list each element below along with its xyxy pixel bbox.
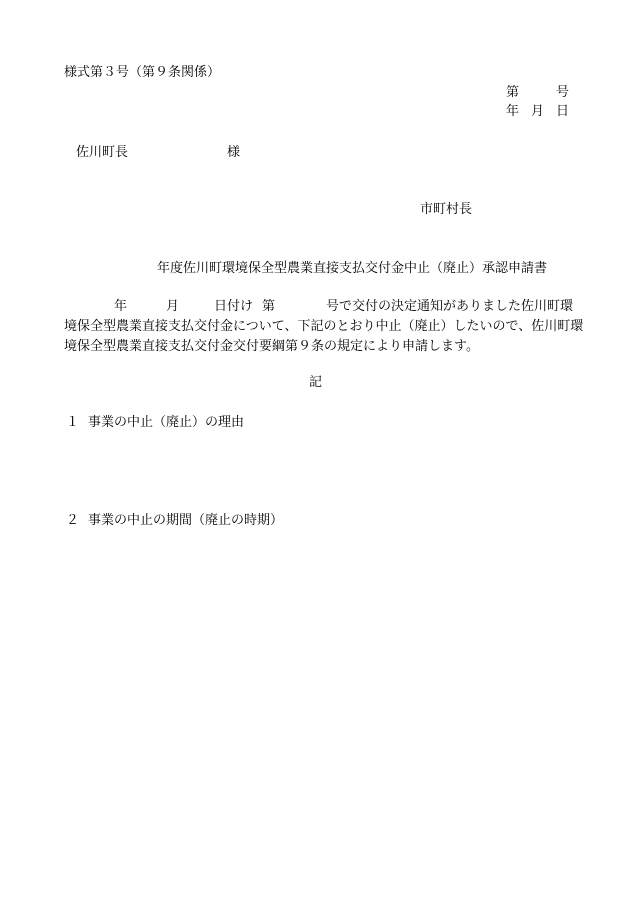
date-day: 日 [556,104,570,119]
item-1 [66,416,244,429]
body-line-2: 境保全型農業直接支払交付金について、下記のとおり中止（廃止）したいので、佐川町環 [64,319,584,334]
item-number: １ [66,415,80,430]
body-paragraph [64,297,584,357]
document-number-suffix: 号 [556,85,570,100]
date-month: 月 [531,104,545,119]
item-2 [66,514,283,527]
body-line-1 [64,297,574,317]
form-number: 様式第３号（第９条関係） [64,65,221,80]
intro-date: 日付け [214,299,254,314]
item-number: ２ [66,513,80,528]
document-title: 年度佐川町環境保全型農業直接支払交付金中止（廃止）承認申請書 [157,261,548,276]
intro-year: 年 [114,299,128,314]
recipient-name: 佐川町長 [76,145,129,160]
ki-heading: 記 [309,375,323,390]
item-label: 事業の中止の期間（廃止の時期） [88,513,284,528]
body-line-3: 境保全型農業直接支払交付金交付要綱第９条の規定により申請します。 [64,339,479,354]
sender-title: 市町村長 [420,202,473,217]
intro-line1-rest: 号で交付の決定通知がありました佐川町環 [326,299,574,314]
intro-number-prefix: 第 [262,299,276,314]
intro-month: 月 [166,299,180,314]
item-label: 事業の中止（廃止）の理由 [88,415,245,430]
document-number-prefix: 第 [506,85,520,100]
recipient-honorific: 様 [227,145,241,160]
date-year: 年 [506,104,520,119]
